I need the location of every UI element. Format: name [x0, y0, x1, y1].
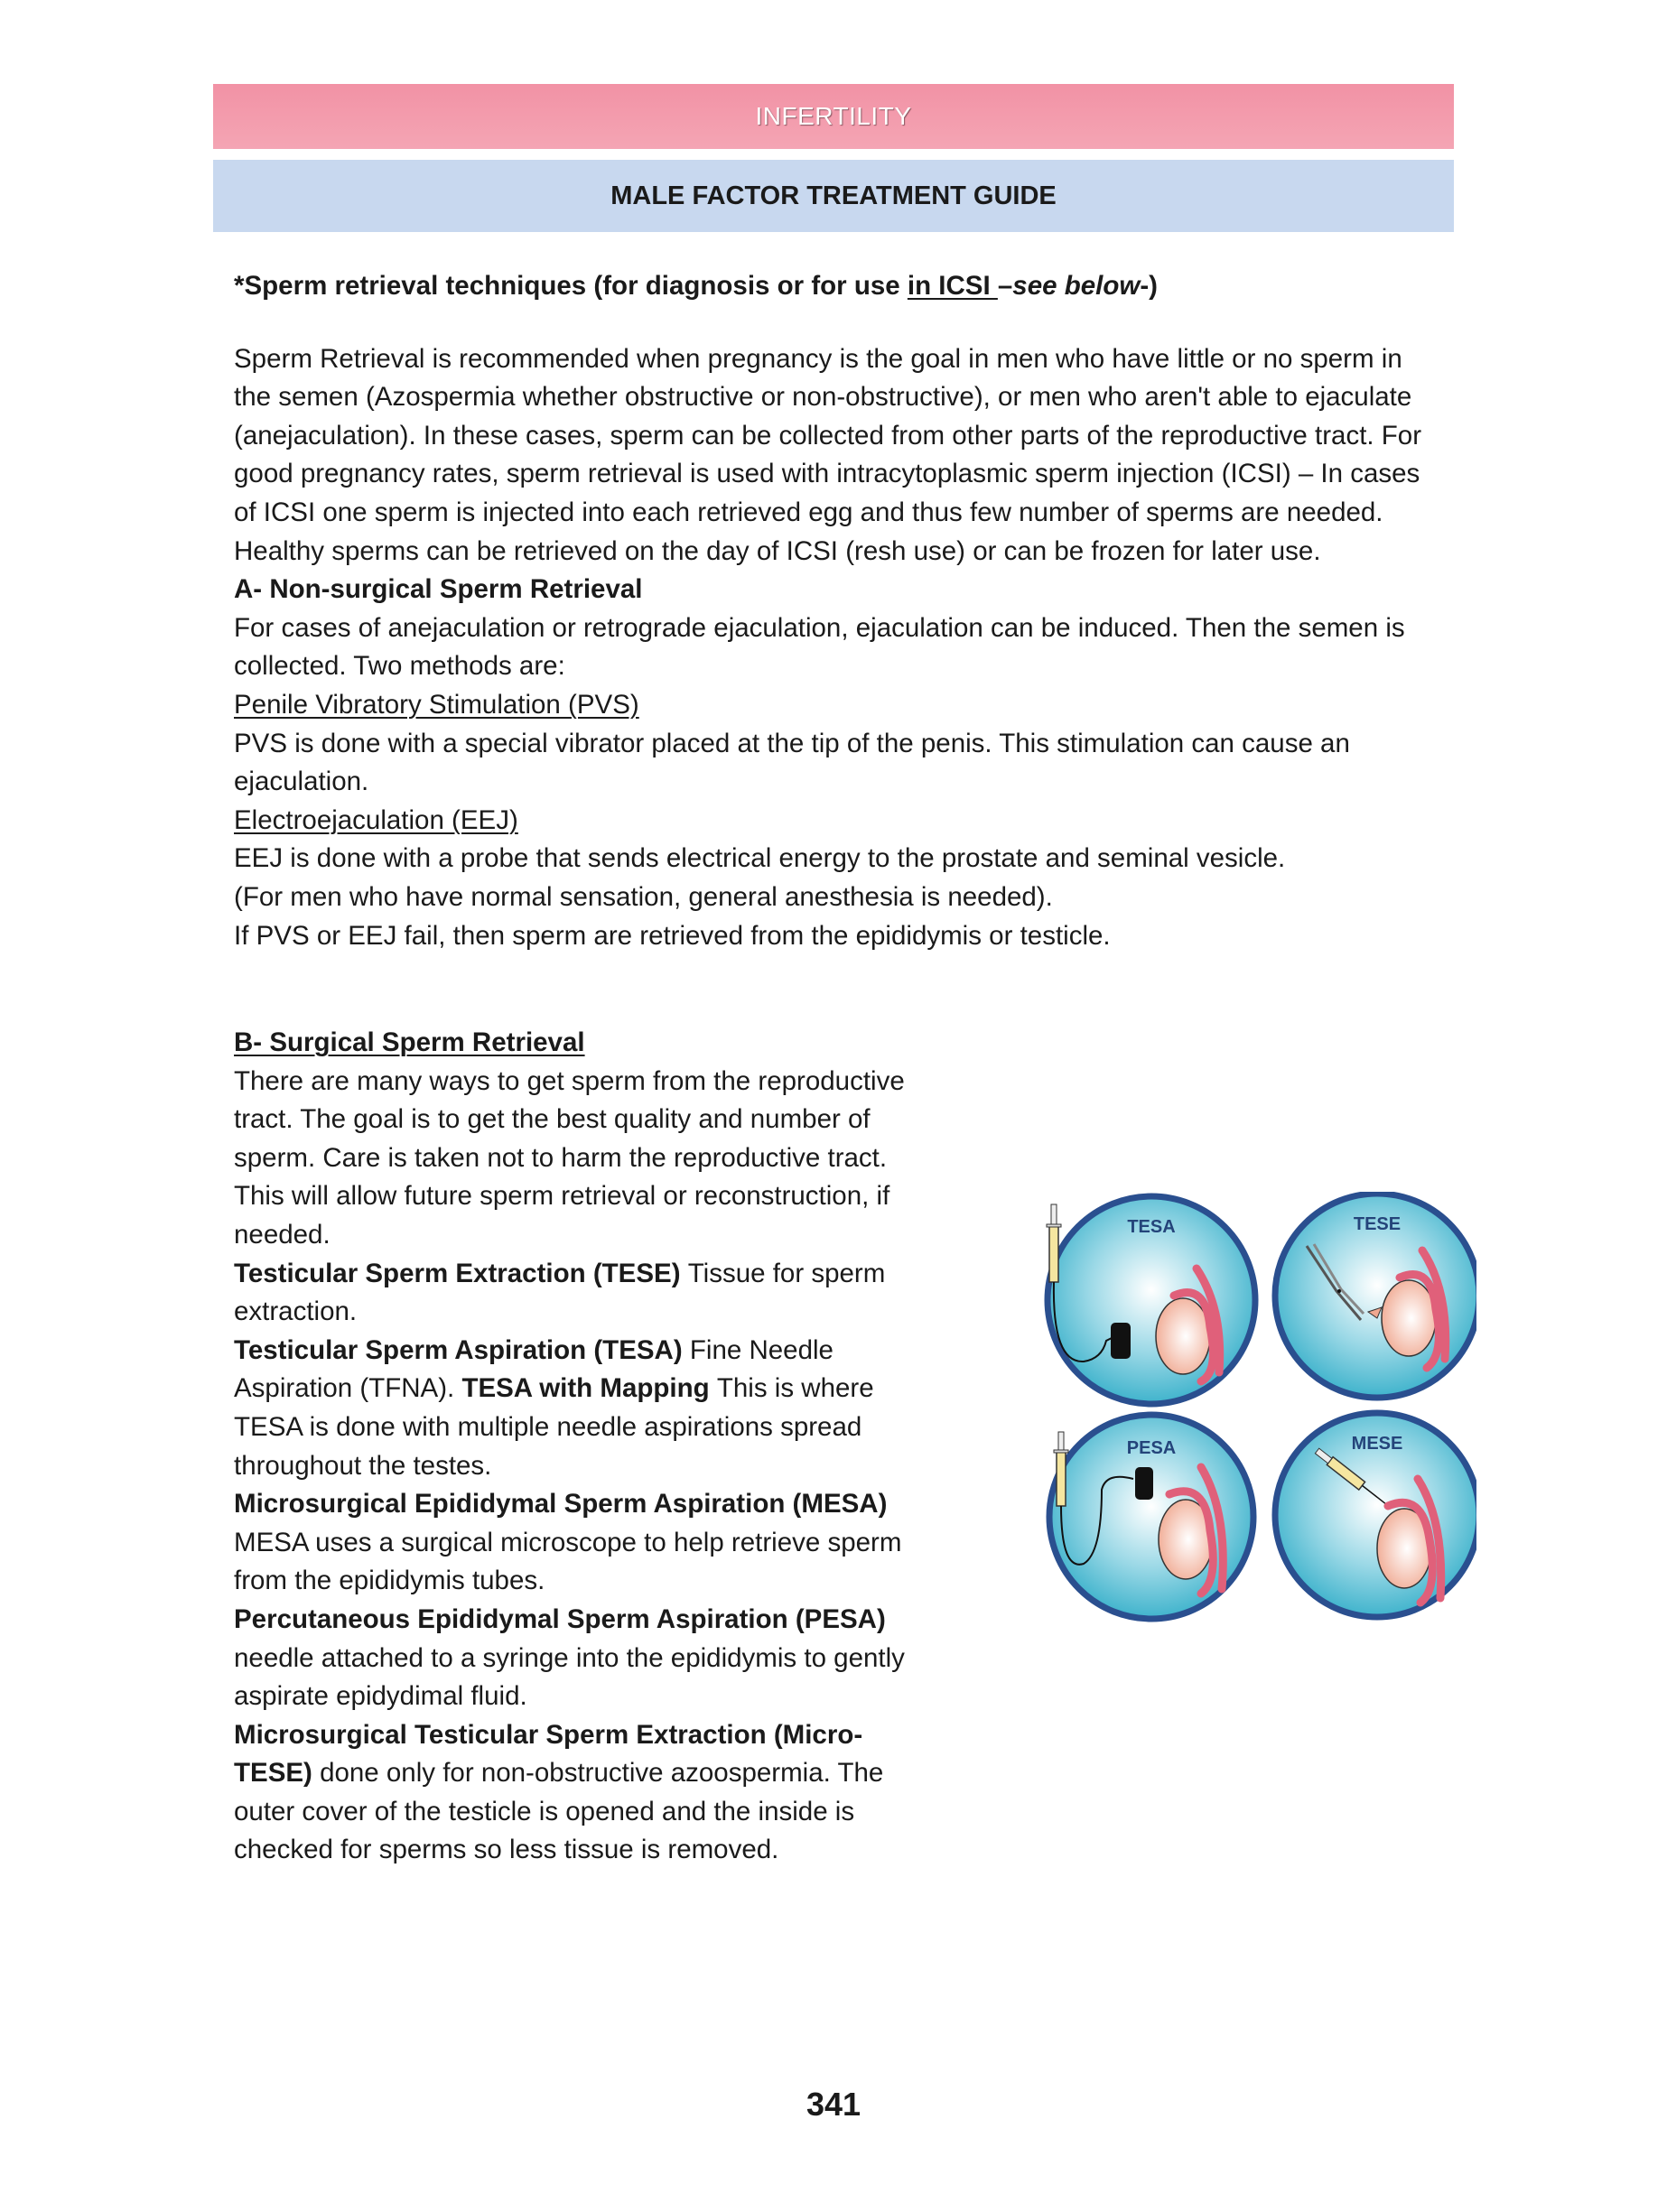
tese-label: TESE — [1353, 1214, 1402, 1234]
tesa-label: TESA — [1127, 1217, 1176, 1237]
pesa-label: PESA — [1126, 1438, 1177, 1458]
pesa-item: Percutaneous Epididymal Sperm Aspiration (PESA) needle attached to a syringe into the epididymis to gently aspirate epidydimal fluid. — [234, 1603, 905, 1712]
eej-title: Electroejaculation (EEJ) — [234, 804, 518, 835]
retrieval-techniques-figure — [1016, 1192, 1476, 1625]
tese-panel — [1275, 1194, 1476, 1398]
intro-paragraph: Sperm Retrieval is recommended when pregnancy is the goal in men who have little or no sperm in the semen (Azospermia whether obstructive or non-obstructive), or men who aren't able to ejaculate (anejaculation). In these cases, sperm can be collected from other parts of the reproductive tract. For good pregnancy rates, sperm retrieval is used with intracytoplasmic sperm injection (ICSI) – In cases of ICSI one sperm is injected into each retrieved egg and thus few number of sperms are needed. — [234, 343, 1422, 527]
microtese-item: Microsurgical Testicular Sperm Extraction (Micro-TESE) done only for non-obstructive azoospermia. The outer cover of the testicle is opened and the inside is checked for sperms so less tissue is removed. — [234, 1719, 884, 1865]
pvs-text: PVS is done with a special vibrator placed at the tip of the penis. This stimulation can cause an ejaculation. — [234, 728, 1350, 797]
eej-note: (For men who have normal sensation, general anesthesia is needed). — [234, 881, 1053, 912]
mese-panel — [1275, 1413, 1476, 1617]
eej-text: EEJ is done with a probe that sends electrical energy to the prostate and seminal vesicle. — [234, 843, 1286, 874]
section-b — [234, 1024, 938, 1870]
syringe-icon — [1054, 1432, 1068, 1506]
guide-title: MALE FACTOR TREATMENT GUIDE — [610, 181, 1057, 210]
mesa-item: Microsurgical Epididymal Sperm Aspiration (MESA) MESA uses a surgical microscope to help retrieve sperm from the epididymis tubes. — [234, 1489, 902, 1596]
needle-holder-icon — [1111, 1323, 1131, 1359]
tesa-panel — [1047, 1196, 1255, 1404]
needle-holder-icon — [1135, 1467, 1153, 1500]
tesa-item: Testicular Sperm Aspiration (TESA) Fine Needle Aspiration (TFNA). TESA with Mapping This is where TESA is done with multiple needle aspirations spread throughout the testes. — [234, 1334, 874, 1481]
icsi-link[interactable]: in ICSI — [907, 271, 998, 301]
syringe-icon — [1047, 1204, 1061, 1282]
category-banner — [213, 84, 1454, 149]
section-a-title: A- Non-surgical Sperm Retrieval — [234, 574, 643, 605]
pesa-panel — [1049, 1415, 1253, 1619]
page-number: 341 — [806, 2086, 861, 2123]
section-a-intro: For cases of anejaculation or retrograde ejaculation, ejaculation can be induced. Then the semen is collected. Two methods are: — [234, 612, 1405, 682]
intro-section — [234, 267, 1444, 955]
section-b-title: B- Surgical Sperm Retrieval — [234, 1027, 585, 1057]
pvs-title: Penile Vibratory Stimulation (PVS) — [234, 689, 639, 720]
section-b-intro: There are many ways to get sperm from the reproductive tract. The goal is to get the best quality and number of sperm. Care is taken not to harm the reproductive tract. This will allow future sperm retrieval or reconstruction, if needed. — [234, 1065, 905, 1250]
guide-title-banner — [213, 160, 1454, 232]
fail-text: If PVS or EEJ fail, then sperm are retrieved from the epididymis or testicle. — [234, 920, 1111, 951]
mese-label: MESE — [1351, 1434, 1403, 1454]
testis-icon — [1382, 1280, 1436, 1356]
section-heading: *Sperm retrieval techniques (for diagnosis or for use in ICSI –see below-) — [234, 271, 1158, 301]
fresh-use-paragraph: Healthy sperms can be retrieved on the day of ICSI (resh use) or can be frozen for later use. — [234, 535, 1321, 566]
testis-icon — [1156, 1298, 1210, 1374]
category-title: INFERTILITY — [755, 102, 912, 130]
tese-item: Testicular Sperm Extraction (TESE) Tissue for sperm extraction. — [234, 1258, 886, 1327]
